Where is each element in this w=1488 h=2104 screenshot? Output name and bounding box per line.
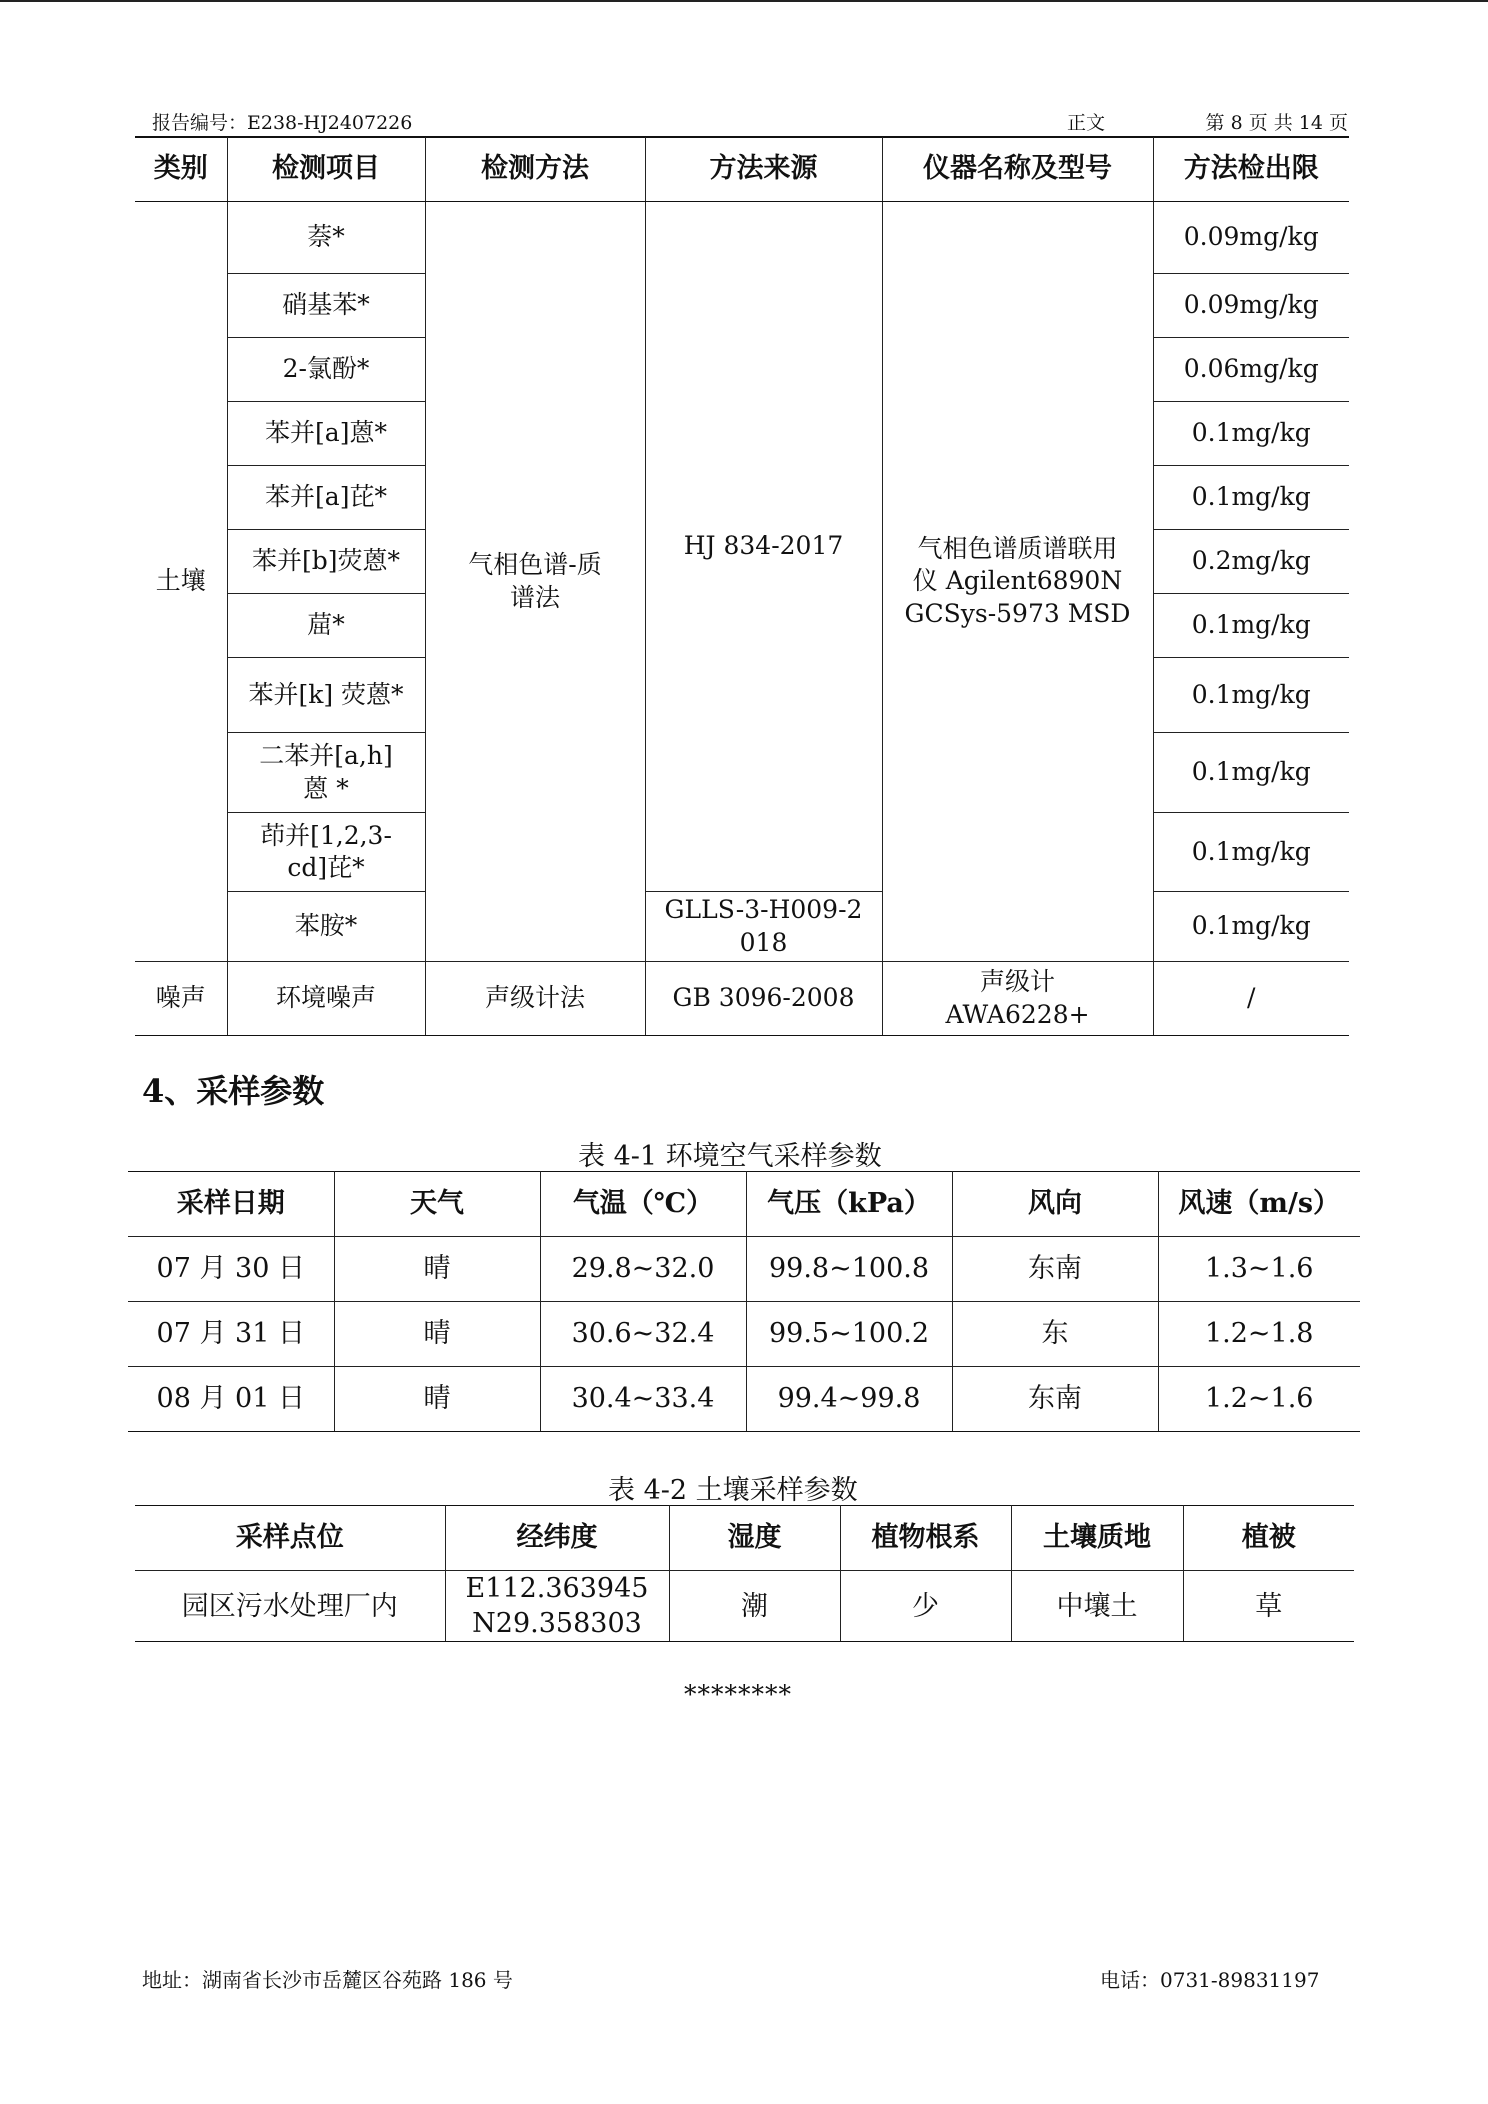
method-cell: 声级计法 — [425, 962, 645, 1036]
page-top-border — [0, 0, 1488, 2]
item-cell: 苯并[a]芘* — [227, 466, 425, 530]
table-row — [135, 202, 1349, 274]
source-cell-hj834: HJ 834-2017 — [645, 202, 882, 892]
table-row — [135, 1571, 1354, 1642]
col-header-category: 类别 — [135, 137, 227, 202]
item-cell: 䓛* — [227, 594, 425, 658]
limit-cell: 0.09mg/kg — [1153, 274, 1349, 338]
col-header-humidity: 湿度 — [669, 1506, 840, 1571]
end-marker: ******** — [684, 1680, 792, 1709]
table-header-row — [135, 137, 1349, 202]
item-cell — [227, 733, 425, 813]
soil-table-caption: 表 4-2 土壤采样参数 — [608, 1475, 858, 1506]
pressure-cell: 99.8~100.8 — [746, 1237, 952, 1302]
weather-cell: 晴 — [334, 1237, 540, 1302]
detection-methods-table — [135, 137, 1349, 1036]
source-cell-glls — [645, 892, 882, 962]
col-header-vegetation: 植被 — [1183, 1506, 1354, 1571]
page-number: 第 8 页 共 14 页 — [1205, 112, 1348, 134]
coordinates-cell — [445, 1571, 669, 1642]
instrument-line: AWA6228+ — [945, 999, 1090, 1029]
col-header-wind-direction: 风向 — [952, 1172, 1158, 1237]
limit-cell: 0.09mg/kg — [1153, 202, 1349, 274]
footer-address: 地址：湖南省长沙市岳麓区谷苑路 186 号 — [142, 1968, 513, 1992]
air-sampling-table — [128, 1171, 1360, 1432]
source-cell: GB 3096-2008 — [645, 962, 882, 1036]
table-row — [128, 1302, 1360, 1367]
category-cell-soil: 土壤 — [135, 202, 227, 962]
item-cell: 苯并[a]蒽* — [227, 402, 425, 466]
wind-direction-cell: 东南 — [952, 1237, 1158, 1302]
col-header-weather: 天气 — [334, 1172, 540, 1237]
table-row — [135, 962, 1349, 1036]
item-cell: 苯并[b]荧蒽* — [227, 530, 425, 594]
table-row — [135, 892, 1349, 962]
limit-cell: 0.06mg/kg — [1153, 338, 1349, 402]
wind-direction-cell: 东 — [952, 1302, 1158, 1367]
item-text: 苯并[k] 荧蒽* — [248, 679, 404, 709]
humidity-cell: 潮 — [669, 1571, 840, 1642]
limit-cell: 0.2mg/kg — [1153, 530, 1349, 594]
item-cell: 萘* — [227, 202, 425, 274]
instrument-line: GCSys-5973 MSD — [904, 598, 1131, 628]
limit-cell: 0.1mg/kg — [1153, 466, 1349, 530]
pressure-cell: 99.4~99.8 — [746, 1367, 952, 1432]
weather-cell: 晴 — [334, 1367, 540, 1432]
col-header-temperature: 气温（℃） — [540, 1172, 746, 1237]
texture-cell: 中壤土 — [1011, 1571, 1183, 1642]
air-table-caption: 表 4-1 环境空气采样参数 — [578, 1141, 882, 1172]
location-cell: 园区污水处理厂内 — [135, 1571, 445, 1642]
longitude: E112.363945 — [465, 1573, 649, 1604]
method-cell-gcms — [425, 202, 645, 962]
item-text: 茚并[1,2,3-cd]芘* — [260, 820, 392, 882]
date-cell: 07 月 31 日 — [128, 1302, 334, 1367]
item-text: 二苯并[a,h]蒽 * — [259, 741, 393, 803]
weather-cell: 晴 — [334, 1302, 540, 1367]
item-cell — [227, 658, 425, 733]
temperature-cell: 30.6~32.4 — [540, 1302, 746, 1367]
col-header-texture: 土壤质地 — [1011, 1506, 1183, 1571]
table-row — [128, 1237, 1360, 1302]
wind-speed-cell: 1.2~1.8 — [1158, 1302, 1360, 1367]
wind-speed-cell: 1.3~1.6 — [1158, 1237, 1360, 1302]
instrument-cell-gcms — [882, 202, 1153, 962]
col-header-location: 采样点位 — [135, 1506, 445, 1571]
instrument-line: 声级计 — [979, 967, 1055, 996]
limit-cell: 0.1mg/kg — [1153, 594, 1349, 658]
footer-phone: 电话：0731-89831197 — [1100, 1968, 1320, 1992]
limit-cell: 0.1mg/kg — [1153, 892, 1349, 962]
col-header-wind-speed: 风速（m/s） — [1158, 1172, 1360, 1237]
col-header-item: 检测项目 — [227, 137, 425, 202]
report-number: 报告编号：E238-HJ2407226 — [152, 112, 413, 134]
limit-cell: / — [1153, 962, 1349, 1036]
table-header-row — [135, 1506, 1354, 1571]
col-header-date: 采样日期 — [128, 1172, 334, 1237]
section-label: 正文 — [1067, 112, 1106, 134]
col-header-pressure: 气压（kPa） — [746, 1172, 952, 1237]
limit-cell: 0.1mg/kg — [1153, 658, 1349, 733]
col-header-roots: 植物根系 — [840, 1506, 1011, 1571]
item-cell: 硝基苯* — [227, 274, 425, 338]
table-row — [128, 1367, 1360, 1432]
col-header-instrument: 仪器名称及型号 — [882, 137, 1153, 202]
instrument-cell — [882, 962, 1153, 1036]
item-cell: 2-氯酚* — [227, 338, 425, 402]
latitude: N29.358303 — [472, 1608, 642, 1640]
page-header — [152, 108, 1348, 136]
wind-speed-cell: 1.2~1.6 — [1158, 1367, 1360, 1432]
table-header-row — [128, 1172, 1360, 1237]
item-cell: 环境噪声 — [227, 962, 425, 1036]
item-cell: 苯胺* — [227, 892, 425, 962]
pressure-cell: 99.5~100.2 — [746, 1302, 952, 1367]
col-header-coordinates: 经纬度 — [445, 1506, 669, 1571]
temperature-cell: 29.8~32.0 — [540, 1237, 746, 1302]
roots-cell: 少 — [840, 1571, 1011, 1642]
soil-sampling-table — [135, 1505, 1354, 1642]
col-header-source: 方法来源 — [645, 137, 882, 202]
limit-cell: 0.1mg/kg — [1153, 813, 1349, 892]
source-text: GLLS-3-H009-2018 — [664, 895, 863, 957]
section-title: 4、采样参数 — [142, 1072, 325, 1110]
instrument-line: 仪 Agilent6890N — [912, 566, 1123, 596]
method-text: 气相色谱-质谱法 — [468, 550, 602, 612]
date-cell: 07 月 30 日 — [128, 1237, 334, 1302]
item-cell — [227, 813, 425, 892]
col-header-limit: 方法检出限 — [1153, 137, 1349, 202]
category-cell-noise: 噪声 — [135, 962, 227, 1036]
limit-cell: 0.1mg/kg — [1153, 733, 1349, 813]
limit-cell: 0.1mg/kg — [1153, 402, 1349, 466]
col-header-method: 检测方法 — [425, 137, 645, 202]
temperature-cell: 30.4~33.4 — [540, 1367, 746, 1432]
vegetation-cell: 草 — [1183, 1571, 1354, 1642]
wind-direction-cell: 东南 — [952, 1367, 1158, 1432]
instrument-line: 气相色谱质谱联用 — [917, 533, 1118, 563]
date-cell: 08 月 01 日 — [128, 1367, 334, 1432]
